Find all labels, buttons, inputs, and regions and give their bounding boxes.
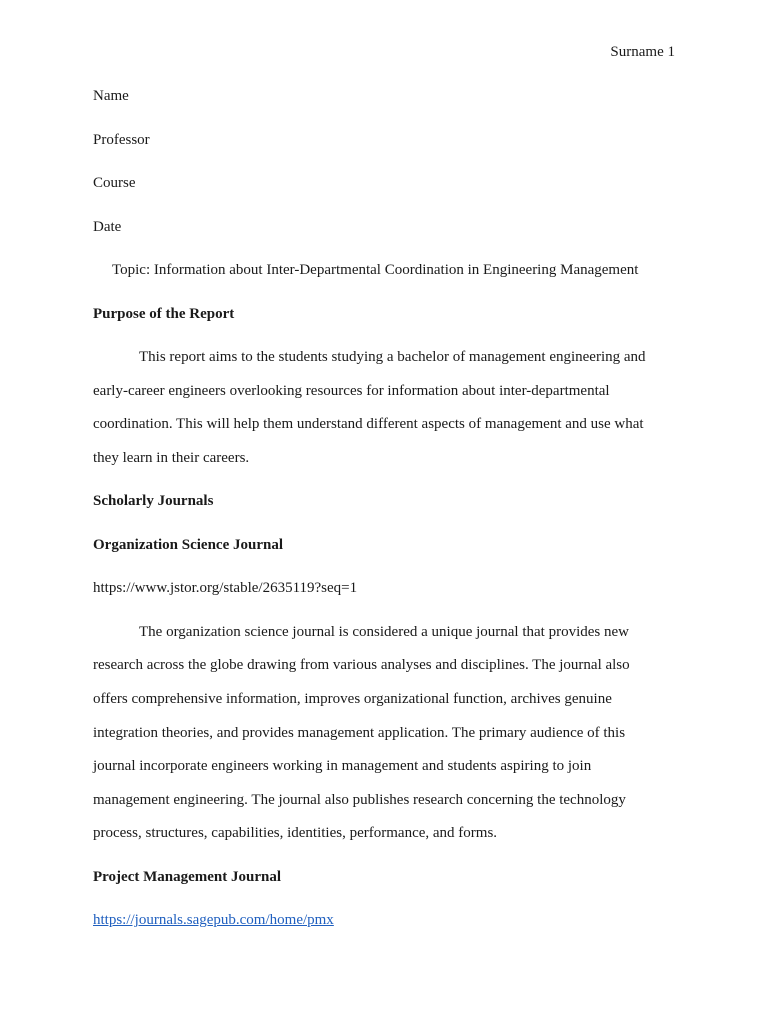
date: Date xyxy=(93,218,122,235)
topic-title: Topic: Information about Inter-Departmental Coordination in Engineering Management xyxy=(112,262,639,278)
paragraph-line: coordination. This will help them understand different aspects of management and use what xyxy=(93,416,644,433)
document-body xyxy=(93,86,675,954)
paragraph-line: This report aims to the students studying a bachelor of management engineering and xyxy=(139,349,646,365)
project-mgmt-heading: Project Management Journal xyxy=(93,868,282,885)
org-science-url: https://www.jstor.org/stable/2635119?seq=1 xyxy=(93,580,358,597)
paragraph-line: integration theories, and provides management application. The primary audience of this xyxy=(93,724,626,741)
professor-name: Professor xyxy=(93,131,150,148)
paragraph-line: early-career engineers overlooking resources for information about inter-departmental xyxy=(93,382,610,399)
paragraph-line: journal incorporate engineers working in management and students aspiring to join xyxy=(93,758,592,775)
org-science-heading: Organization Science Journal xyxy=(93,536,283,553)
project-mgmt-url-line xyxy=(93,910,675,930)
paragraph-line: research across the globe drawing from various analyses and disciplines. The journal also xyxy=(93,657,630,674)
purpose-heading: Purpose of the Report xyxy=(93,305,235,322)
paragraph-line: they learn in their careers. xyxy=(93,449,250,466)
paragraph-line: offers comprehensive information, improves organizational function, archives genuine xyxy=(93,690,612,707)
org-science-paragraph xyxy=(93,622,675,844)
purpose-paragraph xyxy=(93,347,675,468)
running-head: Surname 1 xyxy=(610,44,675,60)
paragraph-line: management engineering. The journal also publishes research concerning the technology xyxy=(93,791,626,808)
project-mgmt-link[interactable]: https://journals.sagepub.com/home/pmx xyxy=(93,912,334,929)
scholarly-journals-heading: Scholarly Journals xyxy=(93,493,214,510)
course-name: Course xyxy=(93,175,136,191)
paragraph-line: process, structures, capabilities, identities, performance, and forms. xyxy=(93,825,498,842)
student-name: Name xyxy=(93,88,129,104)
paragraph-line: The organization science journal is considered a unique journal that provides new xyxy=(139,623,629,640)
